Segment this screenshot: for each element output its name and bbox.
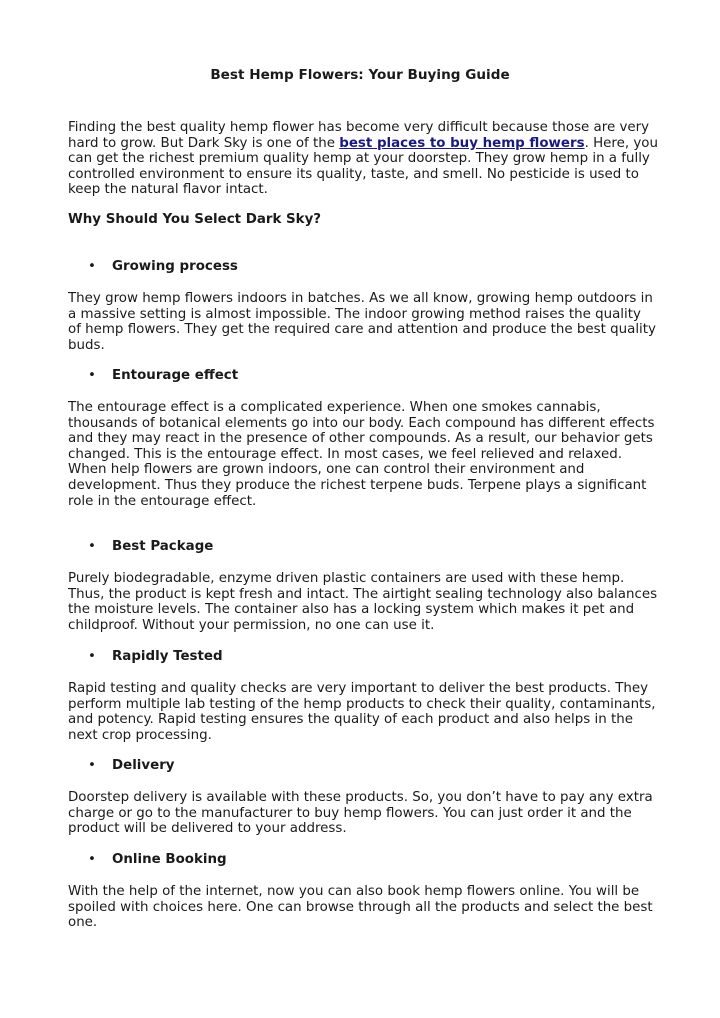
- bullet-icon: •: [88, 852, 96, 867]
- hemp-flowers-link[interactable]: best places to buy hemp flowers: [339, 135, 585, 151]
- body-entourage-effect: The entourage effect is a complicated experience. When one smokes cannabis, thousands of botanical elements go into our body. Each compound has different effects and they may react in the presence of other compounds. As a result, our behavior gets changed. This is the entourage effect. In most cases, we feel relieved and relaxed. When help flowers are grown indoors, one can control their environment and development. Thus they produce the richest terpene buds. Terpene plays a significant role in the entourage effect.: [68, 400, 655, 509]
- bullet-icon: •: [88, 259, 96, 274]
- bullet-icon: •: [88, 758, 96, 773]
- intro-text-after-link: . Here, you can get the richest premium quality hemp at your doorstep. They grow hemp in a fully controlled environment to ensure its quality, taste, and smell. No pesticide is used to keep the natural flavor intact.: [68, 135, 658, 198]
- bullet-label-rapidly-tested: Rapidly Tested: [112, 649, 223, 664]
- document-title: Best Hemp Flowers: Your Buying Guide: [210, 67, 510, 83]
- body-growing-process: They grow hemp flowers indoors in batches. As we all know, growing hemp outdoors in a massive setting is almost impossible. The indoor growing method raises the quality of hemp flowers. They get the required care and attention and produce the best quality buds.: [68, 291, 656, 353]
- bullet-label-best-package: Best Package: [112, 539, 214, 554]
- intro-text-before-link: Finding the best quality hemp flower has become very difficult because those are very hard to grow. But Dark Sky is one of the: [68, 120, 650, 151]
- section-heading: Why Should You Select Dark Sky?: [68, 212, 322, 227]
- body-online-booking: With the help of the internet, now you can also book hemp flowers online. You will be spoiled with choices here. One can browse through all the products and select the best one.: [68, 884, 653, 931]
- intro-paragraph: [68, 120, 658, 198]
- bullet-icon: •: [88, 368, 96, 383]
- bullet-label-entourage-effect: Entourage effect: [112, 368, 239, 383]
- bullet-icon: •: [88, 649, 96, 664]
- body-rapidly-tested: Rapid testing and quality checks are very important to deliver the best products. They perform multiple lab testing of the hemp products to check their quality, contaminants, and potency. Rapid testing ensures the quality of each product and also helps in the next crop processing.: [68, 681, 656, 743]
- body-best-package: Purely biodegradable, enzyme driven plastic containers are used with these hemp. Thus, the product is kept fresh and intact. The airtight sealing technology also balances the moisture levels. The container also has a locking system which makes it pet and childproof. Without your permission, no one can use it.: [68, 571, 658, 633]
- bullet-icon: •: [88, 539, 96, 554]
- bullet-label-growing-process: Growing process: [112, 259, 238, 274]
- bullet-label-delivery: Delivery: [112, 758, 175, 773]
- body-delivery: Doorstep delivery is available with these products. So, you don’t have to pay any extra charge or go to the manufacturer to buy hemp flowers. You can just order it and the product will be delivered to your address.: [68, 790, 653, 837]
- bullet-label-online-booking: Online Booking: [112, 852, 227, 867]
